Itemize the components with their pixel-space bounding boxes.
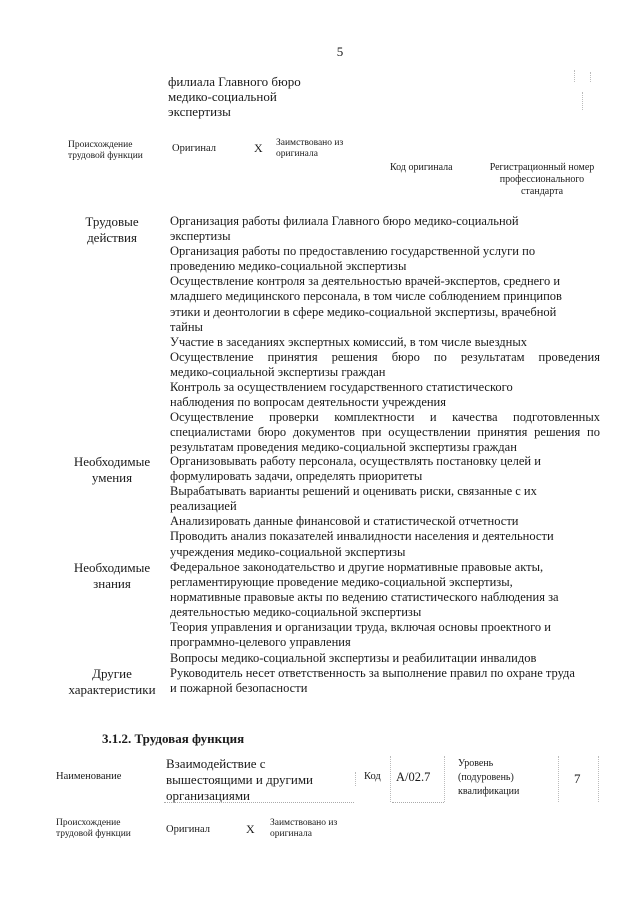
item-line: Проводить анализ показателей инвалидности населения и деятельности [170,529,554,544]
code-value: А/02.7 [396,770,431,784]
item-line: Участие в заседаниях экспертных комиссий, в том числе выездных [170,334,527,349]
function-name-continuation [168,74,328,119]
regnum-line: стандарта [520,186,564,197]
section-label [56,560,168,591]
skill-item [170,454,600,484]
section-required-knowledge [0,560,640,666]
section-label-line: характеристики [68,681,156,697]
origin-label-line: трудовой функции [56,829,131,839]
origin-label [68,140,168,162]
skill-item [170,484,600,514]
borrowed-option [270,818,380,840]
borrowed-line: оригинала [276,149,318,159]
name-line: филиала Главного бюро [168,74,301,89]
item-line: проведению медико-социальной экспертизы [170,259,407,274]
name-line: вышестоящими и другими [166,772,314,787]
labor-action-item [170,350,600,380]
section-label-line: Другие [92,666,132,681]
regnum-line: профессионального [499,174,585,185]
section-items [170,214,600,456]
borrowed-line: Заимствовано из [270,818,338,828]
labor-action-item [170,410,600,455]
item-line: Вопросы медико-социальной экспертизы и реабилитации инвалидов [170,650,537,665]
field-underline [392,802,444,803]
function-name [166,756,336,804]
cell-border-mark [598,756,599,802]
field-underline [164,802,354,803]
qualification-level-label [458,757,548,799]
original-checkmark: X [254,141,263,155]
section-label [56,454,168,485]
origin-label-line: Происхождение [56,818,121,828]
cell-border-mark [582,92,583,110]
name-label: Наименование [56,771,122,782]
borrowed-option [276,138,386,160]
borrowed-line: оригинала [270,829,312,839]
item-line: Руководитель несет ответственность за выполнение правил по охране труда [170,666,575,680]
section-label [56,214,168,245]
labor-action-item [170,244,600,274]
item-line: Осуществление контроля за деятельностью врачей-экспертов, среднего и [170,274,561,289]
cell-border-mark [444,756,445,802]
original-option: Оригинал [166,824,210,835]
item-line: тайны [170,319,203,334]
section-label-line: Необходимые [73,454,151,469]
item-line: Осуществление принятия решения бюро по результатам проведения [170,349,600,364]
knowledge-item [170,560,600,620]
section-label-line: действия [87,229,137,245]
level-label-line: квалификации [458,786,520,797]
item-line: и пожарной безопасности [170,681,308,696]
function-details [0,214,640,700]
item-line: деятельностью медико-социальной экспертизы [170,605,422,620]
item-line: наблюдения по вопросам деятельности учреждения [170,395,446,410]
name-line: медико-социальной [168,89,277,104]
section-label-line: Трудовые [85,214,139,229]
name-line: экспертизы [168,104,231,119]
item-line: Осуществление проверки комплектности и качества подготовленных [170,410,600,425]
section-items [170,454,600,560]
item-line: младшего медицинского персонала, в том числе соблюдением принципов [170,289,562,304]
section-label [56,666,168,697]
cell-border-mark [390,756,391,802]
item-line: медико-социальной экспертизы граждан [170,364,386,379]
page-number: 5 [336,44,344,59]
name-line: организациями [166,788,250,803]
section-label-line: знания [93,575,131,591]
origin-label-line: Происхождение [68,140,133,150]
qualification-level-value: 7 [574,771,581,786]
item-line: Федеральное законодательство и другие нормативные правовые акты, [170,560,544,574]
labor-action-item [170,335,600,350]
origin-label-line: трудовой функции [68,151,143,161]
knowledge-item [170,651,600,666]
section-labor-actions [0,214,640,454]
skill-item [170,529,600,559]
cell-border-mark [590,72,591,82]
item-line: формулировать задачи, определять приоритеты [170,469,423,484]
labor-action-item [170,380,600,410]
section-heading-3-1-2: 3.1.2. Трудовая функция [102,731,245,746]
original-checkmark: X [246,822,255,836]
item-line: Организация работы филиала Главного бюро медико-социальной [170,214,519,228]
code-original-label: Код оригинала [390,162,453,173]
section-required-skills [0,454,640,560]
section-other-characteristics [0,666,640,700]
item-line: реализацией [170,499,237,514]
item-line: Контроль за осуществлением государственного статистического [170,380,513,395]
section-label-line: умения [91,469,133,485]
origin-label [56,818,156,840]
item-line: экспертизы [170,229,231,244]
item-line: этики и деонтологии в сфере медико-социальной экспертизы, врачебной [170,304,557,319]
item-line: Вырабатывать варианты решений и оценивать риски, связанные с их [170,484,537,499]
registration-number-label [478,162,606,198]
knowledge-item [170,620,600,650]
labor-action-item [170,274,600,334]
section-items [170,666,600,696]
regnum-line: Регистрационный номер [489,162,595,173]
cell-border-mark [355,772,356,786]
name-line: Взаимодействие с [166,756,266,771]
level-label-line: Уровень [458,758,494,769]
level-label-line: (подуровень) [458,772,514,783]
item-line: учреждения медико-социальной экспертизы [170,544,406,559]
item-line: Теория управления и организации труда, включая основы проектного и [170,620,551,635]
item-line: программно-целевого управления [170,635,351,650]
item-line: Организация работы по предоставлению государственной услуги по [170,244,536,259]
borrowed-line: Заимствовано из [276,138,344,148]
code-label: Код [364,771,381,782]
item-line: Организовывать работу персонала, осуществлять постановку целей и [170,454,541,468]
section-label-line: Необходимые [73,560,151,575]
skill-item [170,514,600,529]
item-line: нормативные правовые акты по ведению статистического наблюдения за [170,590,559,605]
item-line: результатам проведения медико-социальной экспертизы граждан [170,440,517,455]
item-line: специалистами бюро документов при осуществлении принятия решения по [170,425,600,440]
item-line: Анализировать данные финансовой и статистической отчетности [170,514,519,529]
cell-border-mark [558,756,559,802]
cell-border-mark [574,70,575,82]
section-items [170,560,600,666]
original-option: Оригинал [172,143,216,154]
labor-action-item [170,214,600,244]
characteristic-item [170,666,600,696]
item-line: регламентирующие проведение медико-социальной экспертизы, [170,575,513,590]
